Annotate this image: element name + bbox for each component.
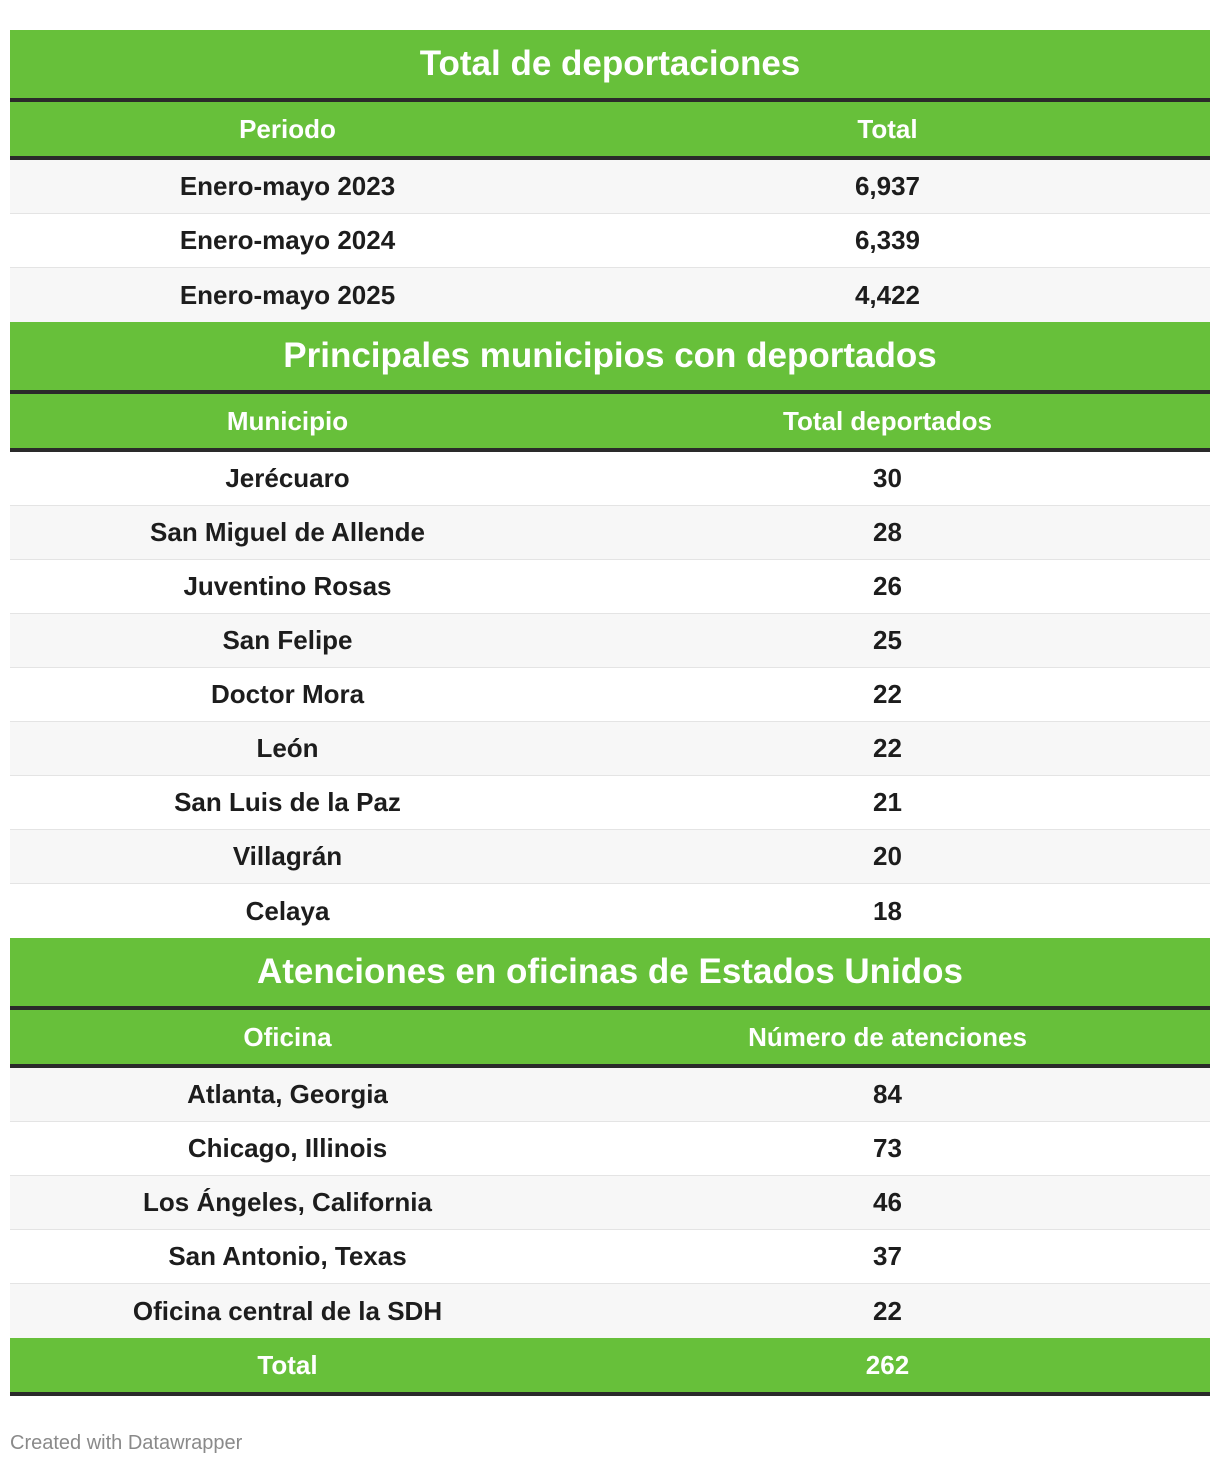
table-row: [10, 1176, 1210, 1230]
row-value: 20: [873, 841, 902, 871]
row-label: Doctor Mora: [210, 679, 365, 709]
column-header-total-deportados: Total deportados: [783, 405, 992, 436]
section-title-text: Total de deportaciones: [419, 44, 801, 83]
row-label: Chicago, Illinois: [187, 1133, 388, 1163]
table-row: [10, 884, 1210, 938]
row-value: 22: [873, 679, 902, 709]
row-label: San Miguel de Allende: [150, 517, 425, 547]
row-value: 46: [873, 1187, 902, 1217]
column-header-periodo: Periodo: [239, 113, 336, 144]
row-label: San Felipe: [222, 625, 353, 655]
table-row: [10, 1230, 1210, 1284]
row-value: 26: [873, 571, 902, 601]
row-label: Villagrán: [232, 841, 343, 871]
table-row: [10, 1068, 1210, 1122]
table-row: [10, 268, 1210, 322]
row-label: Celaya: [245, 895, 330, 926]
row-value: 30: [873, 463, 902, 493]
table-row: [10, 506, 1210, 560]
row-label: San Antonio, Texas: [168, 1241, 407, 1271]
row-value: 37: [873, 1241, 902, 1271]
row-label: Enero-mayo 2024: [179, 225, 396, 255]
column-header-row: [10, 102, 1210, 160]
table-row: [10, 614, 1210, 668]
row-label: Juventino Rosas: [183, 571, 392, 601]
section-title-oficinas: [10, 938, 1210, 1010]
row-value: 28: [873, 517, 902, 547]
row-label: Los Ángeles, California: [143, 1187, 432, 1217]
row-label: León: [256, 733, 319, 763]
row-value: 22: [873, 1295, 902, 1326]
data-table: [10, 30, 1210, 1396]
column-header-row: [10, 1010, 1210, 1068]
section-title-text: Atenciones en oficinas de Estados Unidos: [257, 952, 963, 991]
row-label: San Luis de la Paz: [174, 787, 401, 817]
row-label: Oficina central de la SDH: [132, 1295, 443, 1326]
row-value: 21: [873, 787, 902, 817]
column-header-numero-atenciones: Número de atenciones: [748, 1021, 1027, 1052]
row-value: 73: [873, 1133, 902, 1163]
row-value: 6,339: [854, 225, 921, 255]
table-row: [10, 1284, 1210, 1338]
total-label: Total: [257, 1349, 318, 1380]
datawrapper-credit: Created with Datawrapper: [10, 1432, 243, 1454]
table-row: [10, 830, 1210, 884]
section-title-text: Principales municipios con deportados: [283, 336, 937, 375]
row-label: Enero-mayo 2025: [179, 279, 396, 310]
table-row: [10, 452, 1210, 506]
column-header-oficina: Oficina: [243, 1021, 332, 1052]
row-label: Enero-mayo 2023: [179, 171, 396, 201]
table-row: [10, 722, 1210, 776]
row-value: 4,422: [854, 279, 921, 310]
row-label: Jerécuaro: [225, 463, 350, 493]
row-label: Atlanta, Georgia: [187, 1079, 388, 1109]
section-title-municipios: [10, 322, 1210, 394]
table-row: [10, 1122, 1210, 1176]
row-value: 22: [873, 733, 902, 763]
row-value: 18: [873, 895, 902, 926]
row-value: 25: [873, 625, 902, 655]
section-title-deportaciones: [10, 30, 1210, 102]
table-row: [10, 560, 1210, 614]
table-row: [10, 668, 1210, 722]
column-header-municipio: Municipio: [226, 405, 349, 436]
column-header-total: Total: [857, 113, 918, 144]
column-header-row: [10, 394, 1210, 452]
row-value: 6,937: [854, 171, 921, 201]
table-row: [10, 160, 1210, 214]
table-row: [10, 776, 1210, 830]
total-value: 262: [865, 1349, 910, 1380]
table-row: [10, 214, 1210, 268]
row-value: 84: [873, 1079, 902, 1109]
total-row: [10, 1338, 1210, 1396]
